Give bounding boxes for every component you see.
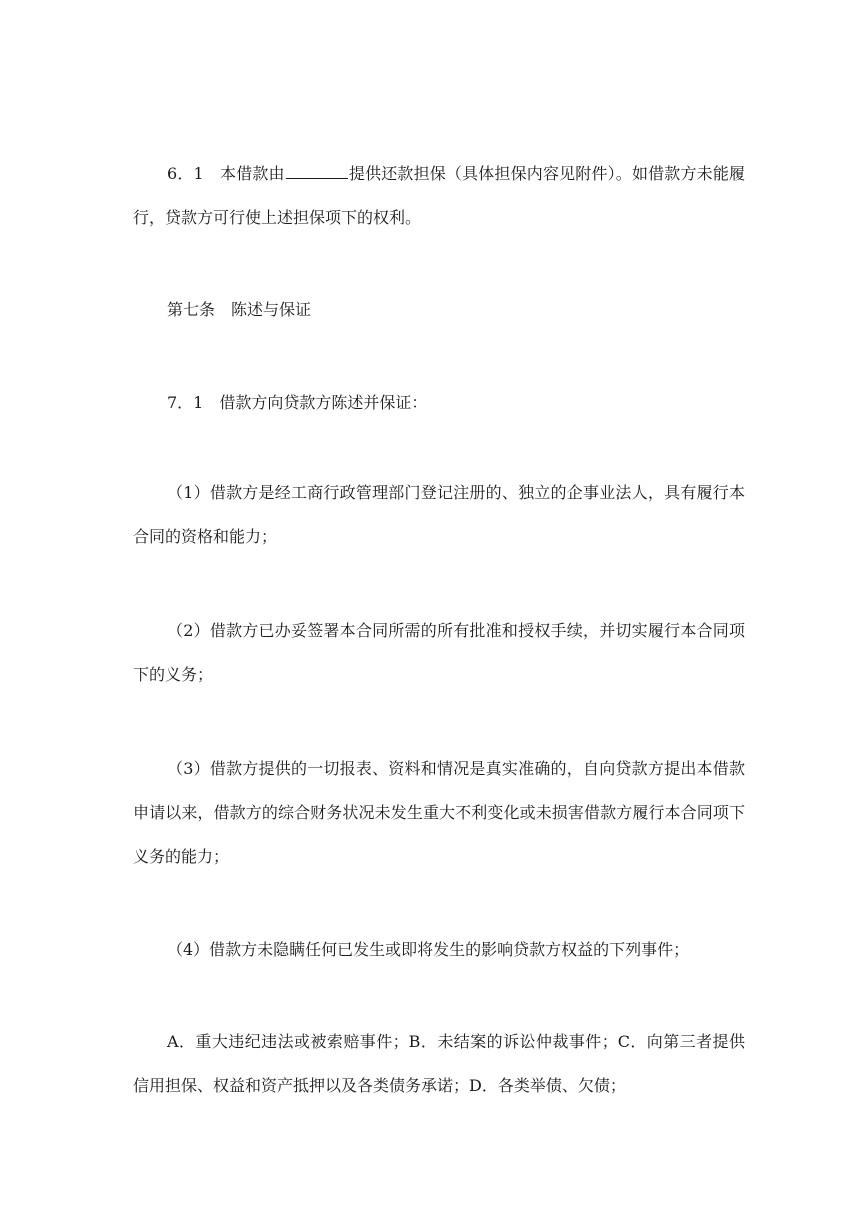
clause-7-1: 7．1 借款方向贷款方陈述并保证： — [167, 393, 428, 412]
clause-6-1-start: 6．1 本借款由 — [167, 164, 285, 183]
item-2: （2）借款方已办妥签署本合同所需的所有批准和授权手续，并切实履行本合同项下的义务； — [133, 621, 745, 684]
item-4: （4）借款方未隐瞒任何已发生或即将发生的影响贷款方权益的下列事件； — [167, 940, 690, 959]
guarantor-blank-line — [286, 164, 348, 179]
article-7-heading: 第七条 陈述与保证 — [167, 300, 312, 319]
clause-6-1 — [133, 152, 745, 240]
item-3: （3）借款方提供的一切报表、资料和情况是真实准确的，自向贷款方提出本借款申请以来，借款方的综合财务状况未发生重大不利变化或未损害借款方履行本合同项下义务的能力； — [133, 759, 745, 866]
events-list: A．重大违纪违法或被索赔事件；B．未结案的诉讼仲裁事件；C．向第三者提供信用担保、权益和资产抵押以及各类债务承诺；D．各类举债、欠债； — [133, 1032, 745, 1095]
item-1: （1）借款方是经工商行政管理部门登记注册的、独立的企事业法人，具有履行本合同的资格和能力； — [133, 483, 745, 546]
clause-6-1-end: 提供还款担保（具体担保内容见附件）。如借款方未能履行，贷款方可行使上述担保项下的权利。 — [133, 164, 745, 227]
